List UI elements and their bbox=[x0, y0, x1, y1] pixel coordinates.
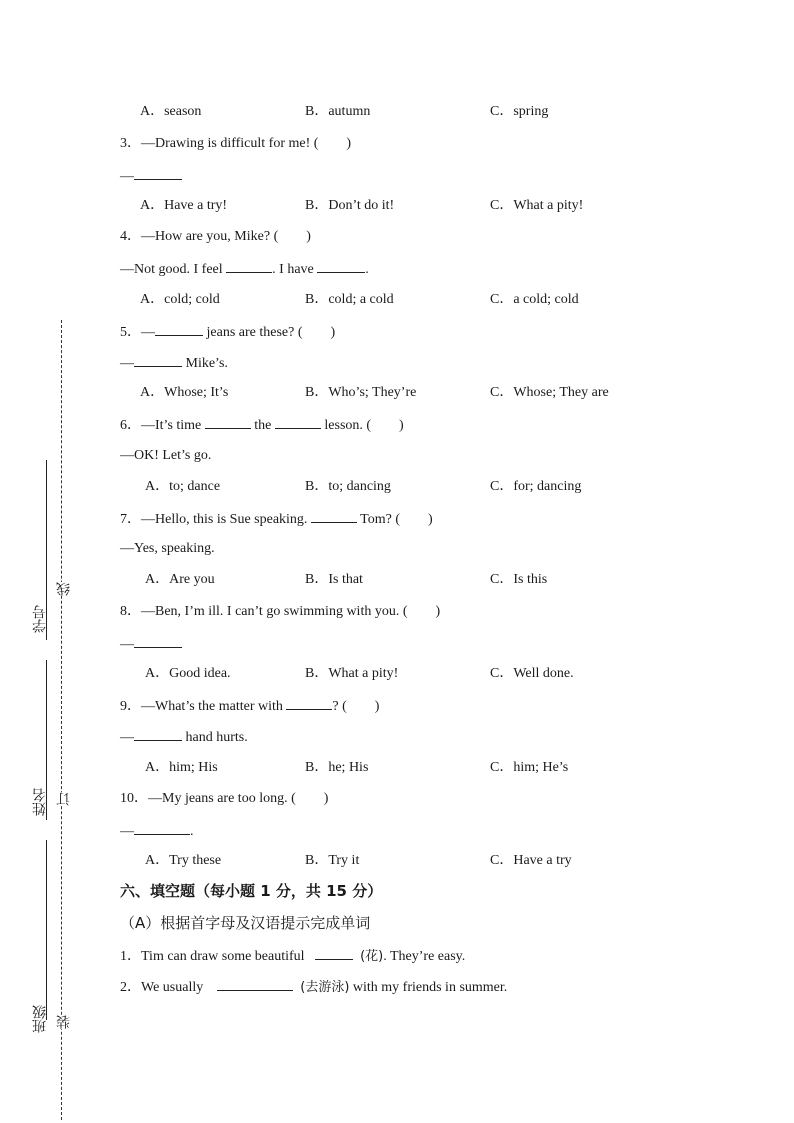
q3-option-c: C．What a pity! bbox=[490, 198, 584, 213]
q4-option-b: B．cold; a cold bbox=[305, 292, 394, 307]
q6-option-b: B．to; dancing bbox=[305, 479, 391, 494]
binding-mark-bind: 订 bbox=[56, 792, 72, 806]
question-4-reply: —Not good. I feel . I have . bbox=[120, 258, 369, 280]
q9-option-c: C．him; He’s bbox=[490, 760, 569, 775]
question-3: 3．—Drawing is difficult for me! ( ) bbox=[120, 136, 352, 151]
q10-option-a: A．Try these bbox=[145, 853, 222, 868]
q4-option-a: A．cold; cold bbox=[140, 292, 220, 307]
question-5-reply: — Mike’s. bbox=[120, 352, 228, 374]
question-10: 10．—My jeans are too long. ( ) bbox=[120, 791, 329, 806]
question-7: 7．—Hello, this is Sue speaking. Tom? ( ) bbox=[120, 508, 433, 530]
q2-option-b: B．autumn bbox=[305, 104, 371, 119]
q4-option-c: C．a cold; cold bbox=[490, 292, 579, 307]
question-8-reply: — bbox=[120, 633, 182, 655]
binding-mark-fold: 装 bbox=[56, 1015, 72, 1029]
question-3-reply: — bbox=[120, 165, 182, 187]
question-5: 5．— jeans are these? ( ) bbox=[120, 321, 335, 343]
q6-option-c: C．for; dancing bbox=[490, 479, 582, 494]
q3-option-a: A．Have a try! bbox=[140, 198, 228, 213]
question-4: 4．—How are you, Mike? ( ) bbox=[120, 229, 311, 244]
fill-item-1: 1．Tim can draw some beautiful (花). They’re easy. bbox=[120, 945, 465, 967]
fill-item-2: 2．We usually (去游泳) with my friends in summer. bbox=[120, 976, 507, 998]
question-6-reply: —OK! Let’s go. bbox=[120, 448, 212, 463]
q5-option-a: A．Whose; It’s bbox=[140, 385, 229, 400]
q10-option-c: C．Have a try bbox=[490, 853, 572, 868]
q10-option-b: B．Try it bbox=[305, 853, 360, 868]
q2-option-c: C．spring bbox=[490, 104, 549, 119]
binding-margin-dashed-line bbox=[61, 320, 62, 1120]
question-9: 9．—What’s the matter with ? ( ) bbox=[120, 695, 379, 717]
question-6: 6．—It’s time the lesson. ( ) bbox=[120, 414, 404, 436]
question-10-reply: — . bbox=[120, 820, 194, 842]
q8-option-b: B．What a pity! bbox=[305, 666, 399, 681]
name-label: 姓名 bbox=[32, 788, 48, 816]
q7-option-a: A．Are you bbox=[145, 572, 215, 587]
section-6-title: 六、填空题（每小题 1 分，共 15 分） bbox=[120, 882, 383, 900]
class-underline bbox=[46, 840, 47, 1020]
q7-option-c: C．Is this bbox=[490, 572, 548, 587]
student-no-label: 学号 bbox=[32, 605, 48, 633]
q5-option-b: B．Who’s; They’re bbox=[305, 385, 417, 400]
class-label: 班级 bbox=[32, 1005, 48, 1033]
q8-option-a: A．Good idea. bbox=[145, 666, 231, 681]
section-6-part-a-instruction: （A）根据首字母及汉语提示完成单词 bbox=[120, 914, 371, 932]
q5-option-c: C．Whose; They are bbox=[490, 385, 609, 400]
q2-option-a: A．season bbox=[140, 104, 202, 119]
question-7-reply: —Yes, speaking. bbox=[120, 541, 215, 556]
q8-option-c: C．Well done. bbox=[490, 666, 574, 681]
binding-mark-line: 线 bbox=[56, 582, 72, 596]
question-8: 8．—Ben, I’m ill. I can’t go swimming with you. ( ) bbox=[120, 604, 441, 619]
q6-option-a: A．to; dance bbox=[145, 479, 221, 494]
question-9-reply: — hand hurts. bbox=[120, 726, 248, 748]
q9-option-b: B．he; His bbox=[305, 760, 369, 775]
q7-option-b: B．Is that bbox=[305, 572, 363, 587]
q9-option-a: A．him; His bbox=[145, 760, 218, 775]
q3-option-b: B．Don’t do it! bbox=[305, 198, 395, 213]
